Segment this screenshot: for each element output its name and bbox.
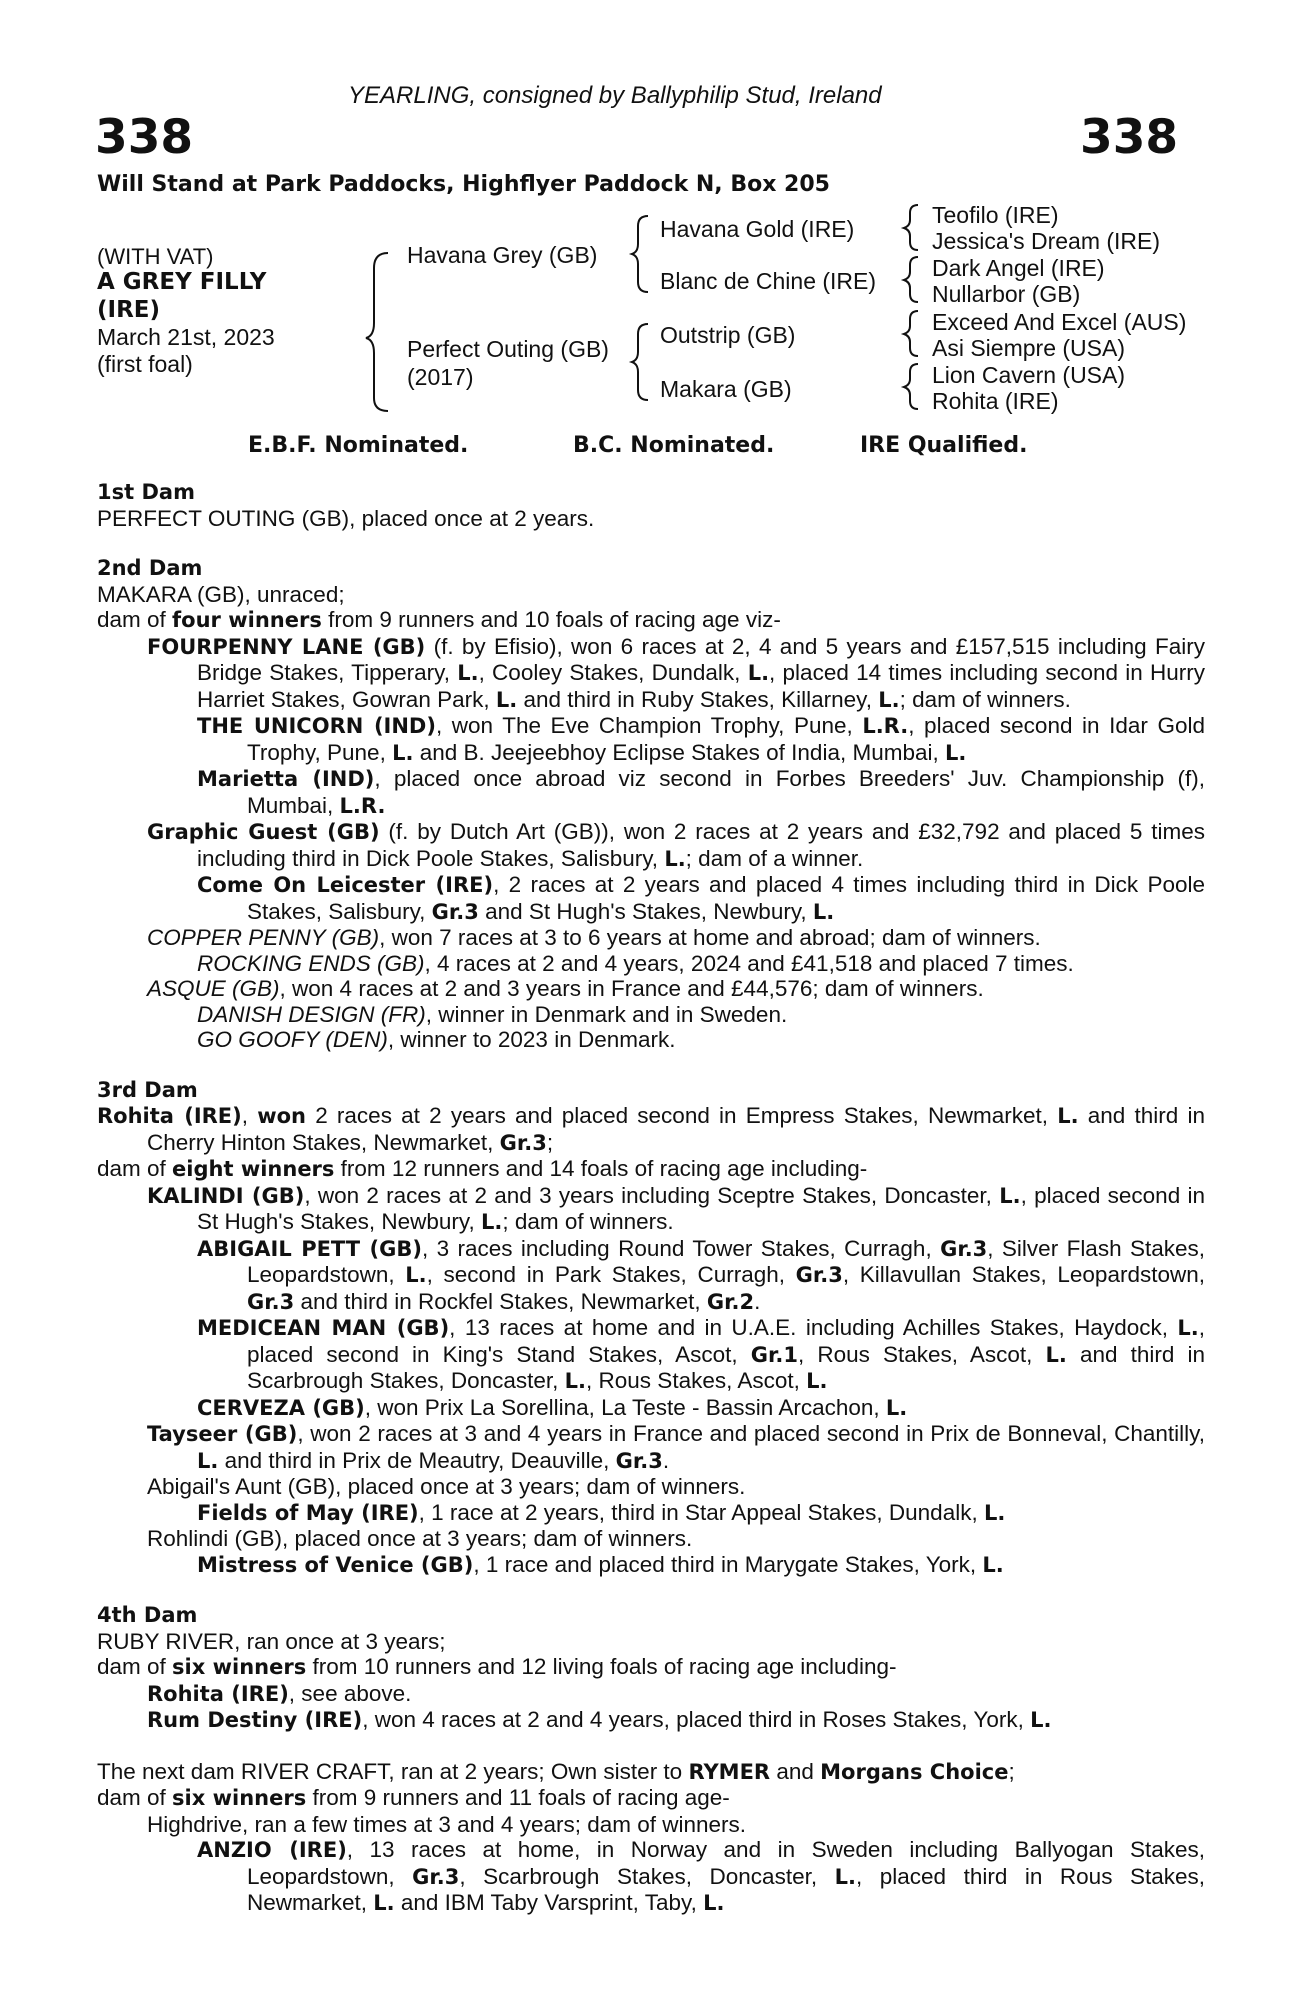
fourth-dam-line: RUBY RIVER, ran once at 3 years;	[97, 1628, 446, 1654]
pedigree-sss: Teofilo (IRE)	[932, 202, 1059, 228]
produce-fields-of-may: Fields of May (IRE), 1 race at 2 years, third in Star Appeal Stakes, Dundalk, L.	[197, 1499, 1006, 1525]
produce-fourpenny-lane: FOURPENNY LANE (GB) (f. by Efisio), won 6 races at 2, 4 and 5 years and £157,515 including Fairy Bridge Stakes, Tipperary, L., Cooley Stakes, Dundalk, L., placed 14 times including second in Hurry Harriet Stakes, Gowran Park, L. and third in Ruby Stakes, Killarney, L.; dam of winners.	[147, 633, 1205, 712]
produce-come-on-leicester: Come On Leicester (IRE), 2 races at 2 years and placed 4 times including third in Dick Poole Stakes, Salisbury, Gr.3 and St Hugh's Stakes, Newbury, L.	[197, 872, 1205, 924]
produce-rocking-ends: ROCKING ENDS (GB), 4 races at 2 and 4 years, 2024 and £41,518 and placed 7 times.	[197, 950, 1074, 976]
pedigree-dss: Exceed And Excel (AUS)	[932, 309, 1187, 335]
brace-ds	[904, 311, 918, 356]
birth-date: March 21st, 2023	[97, 324, 275, 350]
ebf-nomination: E.B.F. Nominated.	[248, 433, 469, 458]
lot-title: A GREY FILLY	[97, 269, 267, 295]
fourth-dam-section	[97, 1603, 1205, 1734]
vat-note: (WITH VAT)	[97, 244, 214, 269]
first-dam-line: PERFECT OUTING (GB), placed once at 2 years.	[97, 505, 595, 531]
produce-cerveza: CERVEZA (GB), won Prix La Sorellina, La Teste - Bassin Arcachon, L.	[197, 1394, 908, 1420]
produce-copper-penny: COPPER PENNY (GB), won 7 races at 3 to 6 years at home and abroad; dam of winners.	[147, 925, 1041, 950]
pedigree-ddd: Rohita (IRE)	[932, 388, 1059, 414]
third-dam-heading: 3rd Dam	[97, 1077, 198, 1102]
produce-mistress-of-venice: Mistress of Venice (GB), 1 race and placed third in Marygate Stakes, York, L.	[197, 1551, 1004, 1577]
brace-dd	[904, 364, 918, 409]
next-dam-section	[97, 1759, 1205, 1917]
next-dam-line: The next dam RIVER CRAFT, ran at 2 years; Own sister to RYMER and Morgans Choice;	[97, 1758, 1015, 1784]
second-dam-line: MAKARA (GB), unraced;	[97, 581, 345, 607]
first-dam-section	[97, 480, 1205, 531]
produce-anzio: ANZIO (IRE), 13 races at home, in Norway and in Sweden including Ballyogan Stakes, Leopardstown, Gr.3, Scarbrough Stakes, Doncaster, L., placed third in Rous Stakes, Newmarket, L. and IBM Taby Varsprint, Taby, L.	[197, 1837, 1206, 1915]
pedigree-dam: Perfect Outing (GB)	[407, 336, 609, 362]
produce-marietta: Marietta (IND), placed once abroad viz second in Forbes Breeders' Juv. Championship (f), Mumbai, L.R.	[197, 766, 1205, 818]
pedigree-dds: Lion Cavern (USA)	[932, 362, 1126, 388]
lot-title-country: (IRE)	[97, 297, 161, 323]
stand-location: Will Stand at Park Paddocks, Highflyer Paddock N, Box 205	[97, 172, 830, 197]
produce-kalindi: KALINDI (GB), won 2 races at 2 and 3 years including Sceptre Stakes, Doncaster, L., placed second in St Hugh's Stakes, Newbury, L.; dam of winners.	[147, 1182, 1205, 1234]
pedigree-sire-sire: Havana Gold (IRE)	[660, 216, 855, 242]
pedigree-dam-year: (2017)	[407, 364, 474, 390]
pedigree-sire-dam: Blanc de Chine (IRE)	[660, 268, 877, 294]
produce-the-unicorn: THE UNICORN (IND), won The Eve Champion Trophy, Pune, L.R., placed second in Idar Gold Trophy, Pune, L. and B. Jeejeebhoy Eclipse Stakes of India, Mumbai, L.	[197, 713, 1205, 765]
pedigree-sds: Dark Angel (IRE)	[932, 255, 1105, 281]
produce-rum-destiny: Rum Destiny (IRE), won 4 races at 2 and 4 years, placed third in Roses Stakes, York, L.	[147, 1707, 1052, 1732]
lot-number-left: 338	[95, 110, 194, 165]
brace-ss	[904, 205, 918, 250]
fourth-dam-heading: 4th Dam	[97, 1603, 198, 1627]
produce-abigails-aunt: Abigail's Aunt (GB), placed once at 3 years; dam of winners.	[147, 1474, 746, 1499]
third-dam-line: Rohita (IRE), won 2 races at 2 years and placed second in Empress Stakes, Newmarket, L. and third in Cherry Hinton Stakes, Newmarket, Gr.3;	[97, 1103, 1206, 1155]
brace-gen1	[366, 253, 388, 411]
second-dam-heading: 2nd Dam	[97, 556, 203, 580]
third-dam-section	[97, 1078, 1205, 1579]
brace-sire	[632, 216, 648, 292]
first-dam-heading: 1st Dam	[97, 480, 195, 504]
pedigree-sire: Havana Grey (GB)	[407, 242, 598, 268]
pedigree-dam-sire: Outstrip (GB)	[660, 322, 796, 348]
produce-graphic-guest: Graphic Guest (GB) (f. by Dutch Art (GB)), won 2 races at 2 years and £32,792 and placed 5 times including third in Dick Poole Stakes, Salisbury, L.; dam of a winner.	[147, 819, 1205, 871]
produce-go-goofy: GO GOOFY (DEN), winner to 2023 in Denmark.	[197, 1027, 676, 1052]
second-dam-section	[97, 556, 1205, 1053]
bc-nomination: B.C. Nominated.	[573, 433, 775, 458]
produce-rohita: Rohita (IRE), see above.	[147, 1680, 412, 1706]
lot-number-right: 338	[1080, 110, 1179, 165]
produce-highdrive: Highdrive, ran a few times at 3 and 4 years; dam of winners.	[147, 1811, 747, 1837]
brace-dam	[632, 324, 648, 400]
produce-abigail-pett: ABIGAIL PETT (GB), 3 races including Round Tower Stakes, Curragh, Gr.3, Silver Flash Stakes, Leopardstown, L., second in Park Stakes, Curragh, Gr.3, Killavullan Stakes, Leopardstown, Gr.3 and third in Rockfel Stakes, Newmarket, Gr.2.	[197, 1235, 1206, 1314]
second-dam-produce-line: dam of four winners from 9 runners and 10 foals of racing age viz-	[97, 607, 781, 632]
produce-tayseer: Tayseer (GB), won 2 races at 3 and 4 years in France and placed second in Prix de Bonneval, Chantilly, L. and third in Prix de Meautry, Deauville, Gr.3.	[147, 1421, 1205, 1473]
ire-qualified: IRE Qualified.	[860, 433, 1028, 458]
produce-rohlindi: Rohlindi (GB), placed once at 3 years; dam of winners.	[147, 1526, 693, 1551]
next-dam-produce-line: dam of six winners from 9 runners and 11 foals of racing age-	[97, 1785, 730, 1810]
pedigree-sdd: Nullarbor (GB)	[932, 281, 1081, 307]
foal-note: (first foal)	[97, 351, 193, 377]
pedigree-ssd: Jessica's Dream (IRE)	[932, 228, 1161, 254]
third-dam-produce-line: dam of eight winners from 12 runners and 14 foals of racing age including-	[97, 1156, 868, 1181]
consignment-subtitle: YEARLING, consigned by Ballyphilip Stud, Ireland	[348, 82, 882, 109]
fourth-dam-produce-line: dam of six winners from 10 runners and 12 living foals of racing age including-	[97, 1654, 897, 1679]
brace-sd	[904, 257, 918, 302]
produce-danish-design: DANISH DESIGN (FR), winner in Denmark and in Sweden.	[197, 1001, 788, 1027]
produce-asque: ASQUE (GB), won 4 races at 2 and 3 years in France and £44,576; dam of winners.	[147, 976, 984, 1001]
produce-medicean-man: MEDICEAN MAN (GB), 13 races at home and in U.A.E. including Achilles Stakes, Haydock, L., placed second in King's Stand Stakes, Ascot, Gr.1, Rous Stakes, Ascot, L. and third in Scarbrough Stakes, Doncaster, L., Rous Stakes, Ascot, L.	[197, 1315, 1206, 1393]
catalogue-body	[97, 480, 1205, 1942]
pedigree-dsd: Asi Siempre (USA)	[932, 335, 1125, 361]
pedigree-dam-dam: Makara (GB)	[660, 376, 792, 402]
